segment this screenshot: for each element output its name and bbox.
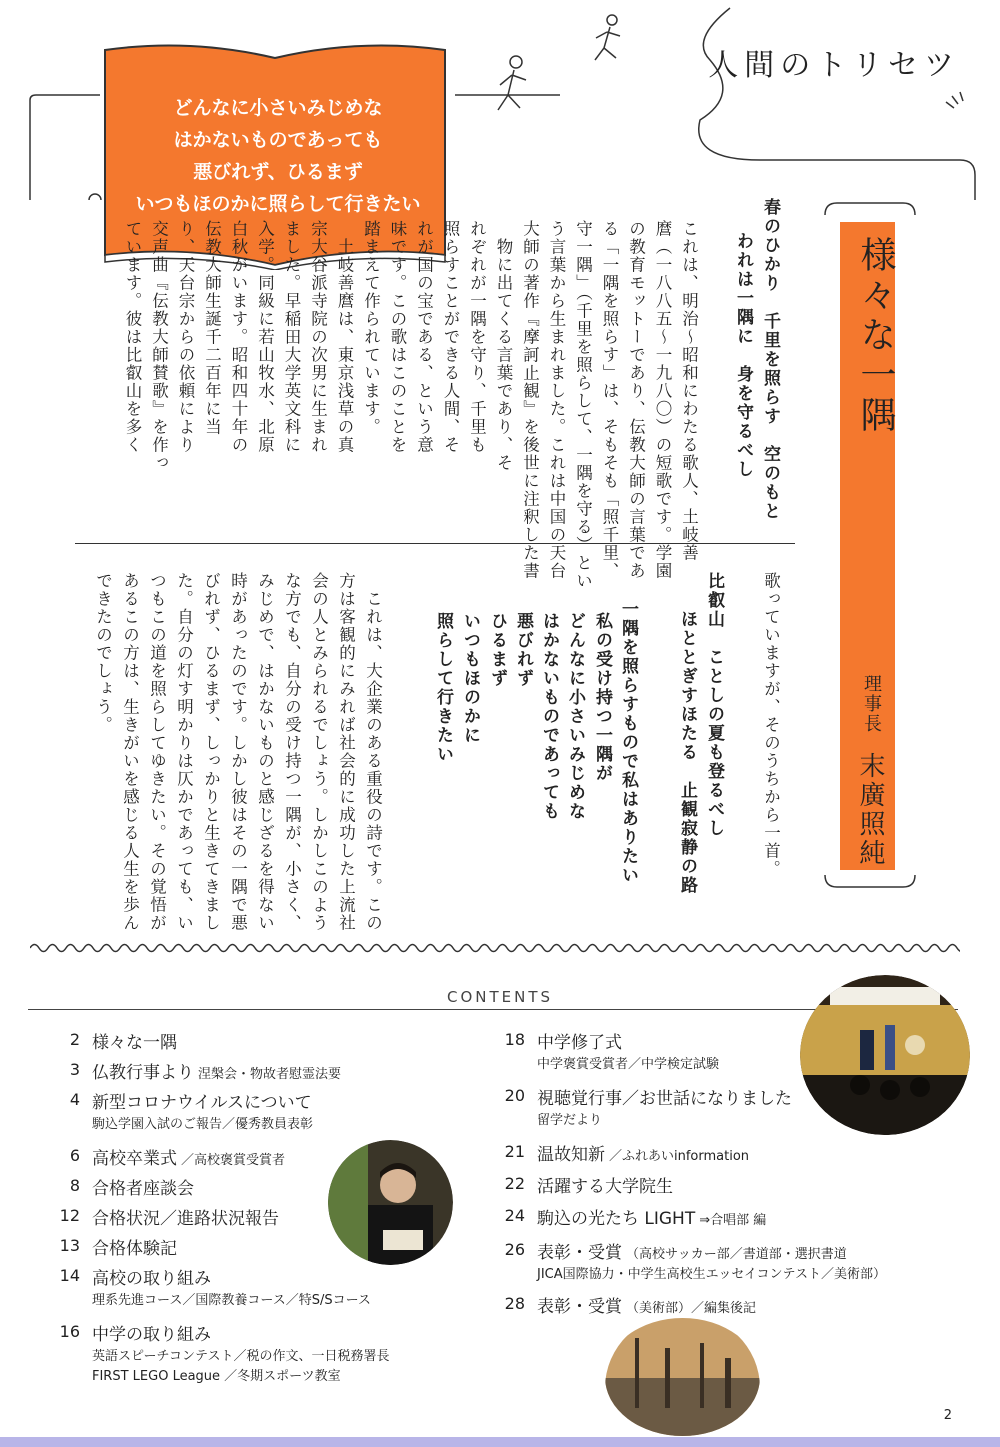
toc-title[interactable] — [92, 1028, 177, 1053]
poem-line: 一隅を照らすもので私はありたい — [618, 600, 638, 885]
body-column: びれず、ひるまず、しっかりと生きてきまし — [201, 572, 221, 932]
toc-title[interactable] — [92, 1234, 177, 1259]
quote-box — [118, 92, 438, 220]
toc-title[interactable] — [537, 1204, 766, 1229]
page-number: 2 — [943, 1408, 952, 1423]
body-column: 麿（一八八五～一九八〇）の短歌です。学園 — [653, 220, 672, 580]
contents-label: CONTENTS — [446, 988, 554, 1006]
toc-title[interactable] — [537, 1028, 622, 1053]
body-column: これは、大企業のある重役の詩です。この — [363, 590, 383, 932]
toc-title[interactable] — [537, 1292, 756, 1317]
body-column: る「一隅を照らす」は、そもそも「照千里、 — [600, 220, 619, 580]
ceremony-photo — [800, 975, 970, 1135]
toc-title[interactable] — [92, 1264, 211, 1289]
body-column: 大師の著作『摩訶止観』を後世に注釈した書 — [520, 220, 540, 580]
toc-subtitle: 英語スピーチコンテスト／税の作文、一日税務署長 — [92, 1349, 390, 1364]
quote-line: どんなに小さいみじめな — [173, 97, 383, 119]
poem-line: 比叡山 ことしの夏も登るべし — [704, 572, 724, 838]
toc-title-text: 中学修了式 — [537, 1033, 622, 1053]
toc-title-text: 高校の取り組み — [92, 1269, 211, 1289]
body-column: みじめで、はかないものと感じざるを得ない — [255, 572, 275, 932]
toc-title-text: 合格体験記 — [92, 1239, 177, 1259]
toc-title[interactable] — [92, 1144, 285, 1169]
body-column: の教育モットーであり、伝教大師の言葉であ — [626, 220, 646, 580]
body-column: つもこの道を照らしてゆきたい。その覚悟が — [147, 572, 167, 932]
toc-note: （高校サッカー部／書道部・選択書道 — [626, 1247, 847, 1262]
body-column: あるこの方は、生きがいを感じる人生を歩ん — [120, 572, 140, 932]
poem-line: ほととぎすほたる 止観寂静の路 — [677, 610, 697, 895]
toc-number: 22 — [504, 1174, 525, 1193]
toc-title[interactable] — [92, 1204, 279, 1229]
body-column: ました。早稲田大学英文科に — [282, 220, 301, 454]
poem-line: 私の受け持つ一隅が — [592, 612, 612, 783]
toc-title-text: 温故知新 — [537, 1145, 605, 1165]
toc-title[interactable] — [92, 1320, 211, 1345]
author-name: 末廣照純 — [855, 752, 885, 868]
body-column: た。自分の灯す明かりは仄かであっても、い — [174, 572, 194, 932]
toc-note: ／ふれあいinformation — [609, 1149, 750, 1164]
poem-line: ひるまず — [487, 612, 507, 688]
body-column: 宗大谷派寺院の次男に生まれ — [308, 220, 328, 454]
toc-title[interactable] — [92, 1058, 341, 1083]
toc-number: 12 — [59, 1206, 80, 1225]
section-divider — [75, 543, 795, 544]
body-column: 土岐善麿は、東京浅草の真 — [335, 220, 354, 454]
toc-subtitle: FIRST LEGO League ／冬期スポーツ教室 — [92, 1369, 341, 1384]
author-role: 理事長 — [861, 674, 882, 734]
body-column: り、天台宗からの依頼により — [176, 220, 195, 454]
toc-subtitle: 中学褒賞受賞者／中学検定試験 — [537, 1057, 720, 1072]
toc-note: 涅槃会・物故者慰霊法要 — [198, 1067, 342, 1082]
toc-number: 3 — [69, 1060, 80, 1079]
toc-title-text: 表彰・受賞 — [537, 1243, 622, 1263]
body-column: れぞれが一隅を守り、千里も — [467, 220, 487, 454]
toc-subtitle: JICA国際協力・中学生高校生エッセイコンテスト／美術部） — [537, 1267, 886, 1282]
toc-title-text: 中学の取り組み — [92, 1325, 211, 1345]
lead-line: 歌っていますが、そのうちから一首。 — [761, 572, 781, 878]
toc-title-text: 様々な一隅 — [92, 1033, 177, 1053]
toc-subtitle: 駒込学園入試のご報告／優秀教員表彰 — [92, 1117, 314, 1132]
toc-title-text: 新型コロナウイルスについて — [92, 1093, 312, 1113]
body-column: れが国の宝である、という意 — [414, 220, 434, 454]
body-column: 味です。この歌はこのことを — [388, 220, 407, 454]
poem-line: われは一隅に 身を守るべし — [733, 232, 753, 479]
toc-number: 13 — [59, 1236, 80, 1255]
factory-photo — [605, 1318, 760, 1436]
toc-number: 28 — [504, 1294, 525, 1313]
body-column: 時があったのです。しかし彼はその一隅で悪 — [228, 572, 248, 932]
poem-line: いつもほのかに — [460, 612, 480, 745]
toc-number: 26 — [504, 1240, 525, 1259]
toc-title-text: 駒込の光たち LIGHT — [537, 1209, 696, 1229]
footer-bar — [0, 1437, 1000, 1447]
toc-title-text: 高校卒業式 — [92, 1149, 177, 1169]
quote-line: いつもほのかに照らして行きたい — [135, 193, 421, 215]
toc-title[interactable] — [537, 1084, 792, 1109]
body-column: 物に出てくる言葉であり、そ — [494, 220, 513, 472]
body-column: できたのでしょう。 — [93, 572, 113, 734]
body-column: 守一隅」（千里を照らして、一隅を守る）とい — [573, 220, 593, 590]
toc-number: 2 — [69, 1030, 80, 1049]
toc-title[interactable] — [537, 1140, 749, 1165]
toc-number: 21 — [504, 1142, 525, 1161]
toc-number: 24 — [504, 1206, 525, 1225]
body-column: 方は客観的にみれば社会的に成功した上流社 — [336, 572, 356, 932]
body-column: 入学。同級に若山牧水、北原 — [255, 220, 275, 454]
toc-title-text: 合格状況／進路状況報告 — [92, 1209, 279, 1229]
toc-title-text: 視聴覚行事／お世話になりました — [537, 1089, 792, 1109]
toc-number: 6 — [69, 1146, 80, 1165]
toc-note: ／高校褒賞受賞者 — [181, 1153, 286, 1168]
toc-title-text: 活躍する大学院生 — [537, 1177, 673, 1197]
body-column: 踏まえて作られています。 — [361, 220, 381, 436]
toc-title[interactable] — [537, 1172, 673, 1197]
body-column: 会の人とみられるでしょう。しかしこのよう — [309, 572, 329, 932]
toc-subtitle: 理系先進コース／国際教養コース／特S/Sコース — [92, 1293, 371, 1308]
body-column: 伝教大師生誕千二百年に当 — [202, 220, 222, 436]
poem-line: どんなに小さいみじめな — [565, 612, 585, 821]
wave-divider — [30, 940, 960, 956]
body-column: 白秋がいます。昭和四十年の — [229, 220, 248, 454]
toc-note: ⇒合唱部 編 — [699, 1213, 767, 1228]
toc-title-text: 合格者座談会 — [92, 1179, 194, 1199]
toc-title-text: 仏教行事より — [92, 1063, 194, 1083]
toc-number: 14 — [59, 1266, 80, 1285]
header-title: 人間のトリセツ — [708, 48, 960, 83]
poem-line: 春のひかり 千里を照らす 空のもと — [760, 198, 780, 521]
body-column: な方でも、自分の受け持つ一隅が、小さく、 — [282, 572, 302, 932]
toc-title[interactable] — [537, 1238, 847, 1263]
poem-line: はかないものであっても — [539, 612, 559, 821]
toc-number: 18 — [504, 1030, 525, 1049]
toc-title[interactable] — [92, 1174, 194, 1199]
body-column: 照らすことができる人間、そ — [441, 220, 460, 454]
toc-number: 16 — [59, 1322, 80, 1341]
toc-number: 8 — [69, 1176, 80, 1195]
body-column: 交声曲『伝教大師賛歌』を作っ — [149, 220, 169, 472]
body-column: う言葉から生まれました。これは中国の天台 — [547, 220, 566, 580]
graduation-photo — [328, 1140, 453, 1265]
toc-subtitle: 留学だより — [537, 1113, 603, 1128]
toc-title-text: 表彰・受賞 — [537, 1297, 622, 1317]
toc-title[interactable] — [92, 1088, 312, 1113]
toc-number: 20 — [504, 1086, 525, 1105]
quote-line: 悪びれず、ひるまず — [193, 161, 363, 183]
toc-number: 4 — [69, 1090, 80, 1109]
body-column: ています。彼は比叡山を多く — [123, 220, 142, 454]
quote-line: はかないものであっても — [173, 129, 383, 151]
column-title: 様々な一隅 — [855, 236, 896, 436]
poem-line: 照らして行きたい — [433, 612, 453, 764]
toc-note: （美術部）／編集後記 — [626, 1301, 757, 1316]
body-column: これは、明治～昭和にわたる歌人、土岐善 — [679, 220, 699, 562]
poem-line: 悪びれず — [513, 612, 533, 688]
